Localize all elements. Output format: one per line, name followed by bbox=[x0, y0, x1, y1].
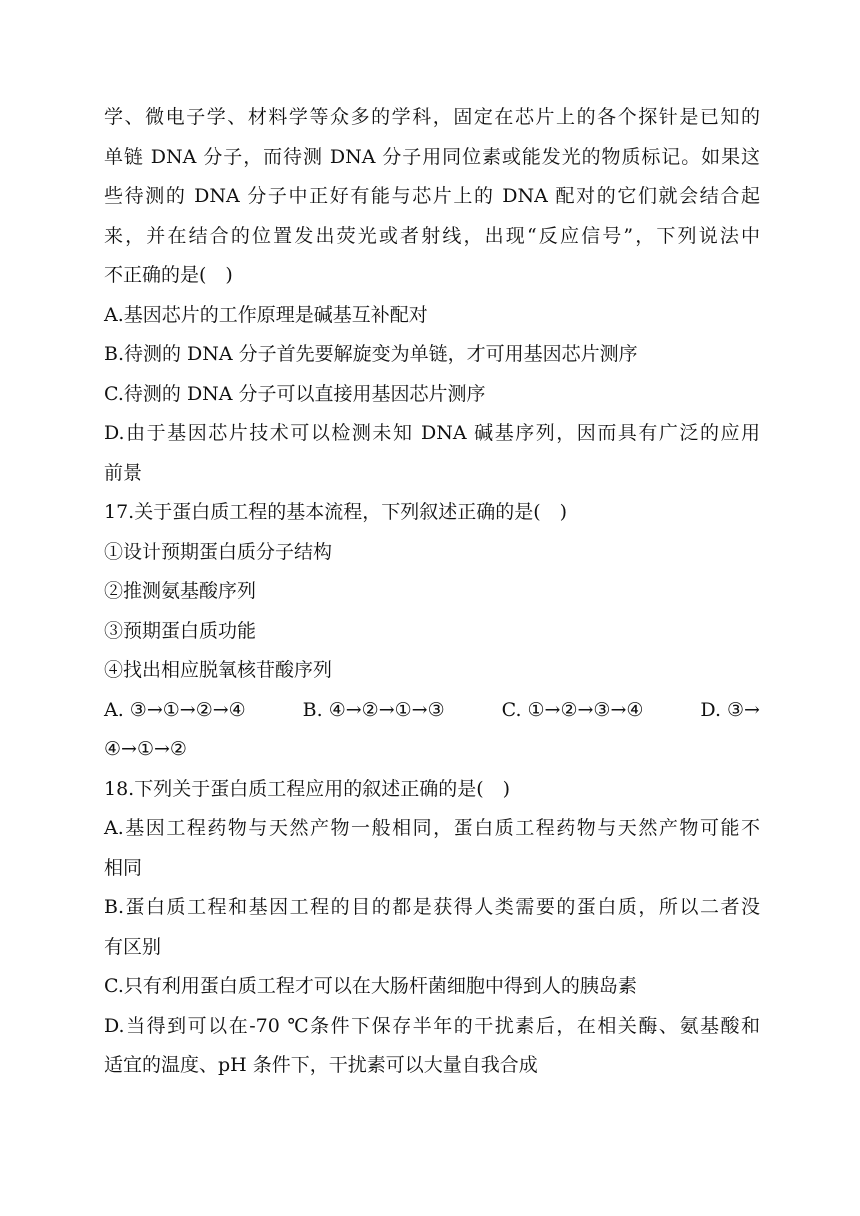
q17-options-row bbox=[104, 691, 760, 731]
q16-option-b: B.待测的 DNA 分子首先要解旋变为单链，才可用基因芯片测序 bbox=[104, 343, 638, 365]
question-16 bbox=[104, 98, 760, 493]
q16-option-a: A.基因芯片的工作原理是碱基互补配对 bbox=[104, 303, 428, 326]
question-17 bbox=[104, 493, 760, 770]
q16-option-c: C.待测的 DNA 分子可以直接用基因芯片测序 bbox=[104, 382, 486, 405]
q16-stem-line-1: 学、微电子学、材料学等众多的学科，固定在芯片上的各个探针是已知的 bbox=[104, 106, 760, 128]
q18-option-c: C.只有利用蛋白质工程才可以在大肠杆菌细胞中得到人的胰岛素 bbox=[104, 975, 637, 997]
q17-item-2: ②推测氨基酸序列 bbox=[104, 580, 257, 602]
q16-stem-line-4: 来，并在结合的位置发出荧光或者射线，出现“反应信号”，下列说法中 bbox=[104, 224, 760, 247]
q18-option-d-line-2: 适宜的温度、pH 条件下，干扰素可以大量自我合成 bbox=[104, 1054, 538, 1076]
q17-option-c: C. ①→②→③→④ bbox=[501, 698, 644, 721]
q18-option-a-line-1: A.基因工程药物与天然产物一般相同，蛋白质工程药物与天然产物可能不 bbox=[104, 817, 760, 839]
q17-option-b: B. ④→②→①→③ bbox=[302, 698, 445, 721]
q18-option-d-line-1: D.当得到可以在-70 ℃条件下保存半年的干扰素后，在相关酶、氨基酸和 bbox=[104, 1014, 760, 1037]
q16-option-d-line-2: 前景 bbox=[104, 461, 143, 484]
q17-item-3: ③预期蛋白质功能 bbox=[104, 619, 257, 642]
q17-option-d-continued: ④→①→② bbox=[104, 738, 187, 760]
q18-option-b-line-2: 有区别 bbox=[104, 935, 162, 958]
q18-option-b-line-1: B.蛋白质工程和基因工程的目的都是获得人类需要的蛋白质，所以二者没 bbox=[104, 896, 760, 918]
document-page bbox=[104, 98, 760, 1086]
q17-option-a: A. ③→①→②→④ bbox=[104, 698, 246, 721]
q16-stem-line-2: 单链 DNA 分子，而待测 DNA 分子用同位素或能发光的物质标记。如果这 bbox=[104, 145, 760, 168]
q17-item-4: ④找出相应脱氧核苷酸序列 bbox=[104, 659, 333, 681]
q18-stem: 18.下列关于蛋白质工程应用的叙述正确的是( ) bbox=[104, 777, 511, 800]
question-18 bbox=[104, 770, 760, 1086]
q16-option-d-line-1: D.由于基因芯片技术可以检测未知 DNA 碱基序列，因而具有广泛的应用 bbox=[104, 422, 760, 444]
q17-item-1: ①设计预期蛋白质分子结构 bbox=[104, 540, 333, 563]
q16-stem-line-3: 些待测的 DNA 分子中正好有能与芯片上的 DNA 配对的它们就会结合起 bbox=[104, 185, 760, 207]
q17-option-d: D. ③→ bbox=[700, 698, 760, 721]
q16-stem-line-5: 不正确的是( ) bbox=[104, 264, 233, 286]
q18-option-a-line-2: 相同 bbox=[104, 856, 143, 879]
q17-stem: 17.关于蛋白质工程的基本流程，下列叙述正确的是( ) bbox=[104, 501, 568, 523]
